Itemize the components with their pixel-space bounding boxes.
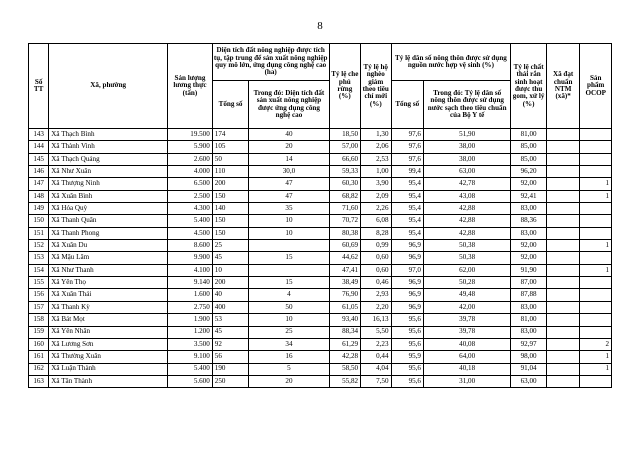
cell-ntm <box>546 129 580 141</box>
cell-agri-hightech: 15 <box>249 252 329 264</box>
cell-poverty-reduction: 2,09 <box>361 190 391 202</box>
cell-poverty-reduction: 6,08 <box>361 215 391 227</box>
cell-ntm <box>546 277 580 289</box>
cell-agri-hightech: 34 <box>249 338 329 350</box>
cell-waste: 87,00 <box>511 277 547 289</box>
cell-forest-cover: 68,82 <box>329 190 360 202</box>
cell-commune: Xã Yên Thọ <box>49 277 168 289</box>
cell-poverty-reduction: 7,50 <box>361 375 391 387</box>
cell-water-total: 95,4 <box>391 178 423 190</box>
table-row <box>29 203 612 215</box>
cell-agri-hightech: 10 <box>249 227 329 239</box>
cell-agri-hightech: 15 <box>249 277 329 289</box>
cell-agri-total: 150 <box>212 215 249 227</box>
cell-waste: 81,00 <box>511 314 547 326</box>
cell-agri-hightech: 10 <box>249 215 329 227</box>
cell-ocop: 1 <box>580 178 612 190</box>
cell-ocop: 1 <box>580 264 612 276</box>
cell-commune: Xã Lương Sơn <box>49 338 168 350</box>
table-row <box>29 166 612 178</box>
cell-commune: Xã Thành Vinh <box>49 141 168 153</box>
cell-stt: 158 <box>29 314 49 326</box>
cell-food-output: 2.750 <box>168 301 213 313</box>
header-stt: Số TT <box>29 44 49 129</box>
cell-commune: Xã Thạch Bình <box>49 129 168 141</box>
cell-commune: Xã Hóa Quỳ <box>49 203 168 215</box>
statistics-table <box>28 43 612 388</box>
cell-agri-total: 56 <box>212 351 249 363</box>
cell-poverty-reduction: 2,06 <box>361 141 391 153</box>
cell-forest-cover: 38,49 <box>329 277 360 289</box>
cell-agri-total: 45 <box>212 326 249 338</box>
cell-agri-hightech: 10 <box>249 314 329 326</box>
cell-water-clean: 39,78 <box>423 326 510 338</box>
cell-ntm <box>546 240 580 252</box>
cell-waste: 98,00 <box>511 351 547 363</box>
cell-agri-total: 400 <box>212 301 249 313</box>
cell-poverty-reduction: 2,20 <box>361 301 391 313</box>
cell-poverty-reduction: 8,28 <box>361 227 391 239</box>
cell-ntm <box>546 351 580 363</box>
table-row <box>29 351 612 363</box>
table-row <box>29 141 612 153</box>
cell-water-total: 95,4 <box>391 190 423 202</box>
cell-water-total: 96,9 <box>391 301 423 313</box>
cell-poverty-reduction: 4,04 <box>361 363 391 375</box>
cell-agri-hightech: 4 <box>249 289 329 301</box>
cell-agri-hightech: 16 <box>249 351 329 363</box>
cell-ntm <box>546 375 580 387</box>
cell-forest-cover: 60,69 <box>329 240 360 252</box>
table-row <box>29 240 612 252</box>
cell-poverty-reduction: 16,13 <box>361 314 391 326</box>
cell-forest-cover: 60,30 <box>329 178 360 190</box>
cell-ntm <box>546 289 580 301</box>
cell-water-total: 95,6 <box>391 375 423 387</box>
cell-ntm <box>546 314 580 326</box>
cell-waste: 83,00 <box>511 203 547 215</box>
cell-food-output: 4.300 <box>168 203 213 215</box>
cell-ocop <box>580 314 612 326</box>
cell-forest-cover: 57,00 <box>329 141 360 153</box>
cell-commune: Xã Yên Nhân <box>49 326 168 338</box>
cell-ocop <box>580 141 612 153</box>
cell-commune: Xã Thường Xuân <box>49 351 168 363</box>
header-water-group: Tỷ lệ dân số nông thôn được sử dụng nguồn nước hợp vệ sinh (%) <box>391 44 511 81</box>
cell-waste: 88,36 <box>511 215 547 227</box>
cell-water-clean: 43,08 <box>423 190 510 202</box>
cell-water-total: 97,6 <box>391 153 423 165</box>
cell-ocop <box>580 166 612 178</box>
cell-stt: 154 <box>29 264 49 276</box>
cell-stt: 163 <box>29 375 49 387</box>
cell-ocop <box>580 301 612 313</box>
cell-stt: 145 <box>29 153 49 165</box>
cell-water-clean: 38,00 <box>423 141 510 153</box>
cell-agri-total: 150 <box>212 227 249 239</box>
cell-stt: 155 <box>29 277 49 289</box>
cell-water-total: 95,4 <box>391 203 423 215</box>
cell-forest-cover: 42,28 <box>329 351 360 363</box>
cell-stt: 143 <box>29 129 49 141</box>
cell-agri-hightech: 30,0 <box>249 166 329 178</box>
cell-commune: Xã Xuân Bình <box>49 190 168 202</box>
cell-ntm <box>546 141 580 153</box>
header-commune: Xã, phường <box>49 44 168 129</box>
cell-poverty-reduction: 0,46 <box>361 277 391 289</box>
cell-water-clean: 42,00 <box>423 301 510 313</box>
cell-food-output: 8.600 <box>168 240 213 252</box>
table-row <box>29 314 612 326</box>
cell-water-total: 95,4 <box>391 227 423 239</box>
table-row <box>29 215 612 227</box>
cell-stt: 156 <box>29 289 49 301</box>
cell-agri-hightech <box>249 264 329 276</box>
cell-water-clean: 40,08 <box>423 338 510 350</box>
cell-agri-hightech <box>249 240 329 252</box>
cell-stt: 148 <box>29 190 49 202</box>
cell-water-clean: 50,38 <box>423 240 510 252</box>
cell-ocop <box>580 375 612 387</box>
cell-waste: 85,00 <box>511 141 547 153</box>
cell-water-clean: 42,88 <box>423 203 510 215</box>
cell-water-total: 97,0 <box>391 264 423 276</box>
cell-forest-cover: 88,34 <box>329 326 360 338</box>
cell-ntm <box>546 252 580 264</box>
table-row <box>29 252 612 264</box>
cell-ocop: 1 <box>580 190 612 202</box>
cell-commune: Xã Luận Thành <box>49 363 168 375</box>
table-row <box>29 264 612 276</box>
cell-agri-total: 110 <box>212 166 249 178</box>
cell-ntm <box>546 301 580 313</box>
cell-agri-total: 190 <box>212 363 249 375</box>
cell-stt: 147 <box>29 178 49 190</box>
cell-water-clean: 51,90 <box>423 129 510 141</box>
cell-waste: 91,90 <box>511 264 547 276</box>
cell-stt: 161 <box>29 351 49 363</box>
cell-water-total: 96,9 <box>391 240 423 252</box>
cell-forest-cover: 44,62 <box>329 252 360 264</box>
cell-stt: 146 <box>29 166 49 178</box>
table-row <box>29 178 612 190</box>
cell-commune: Xã Bát Mọt <box>49 314 168 326</box>
cell-ntm <box>546 203 580 215</box>
cell-ntm <box>546 227 580 239</box>
cell-waste: 87,88 <box>511 289 547 301</box>
cell-stt: 153 <box>29 252 49 264</box>
cell-food-output: 19.500 <box>168 129 213 141</box>
cell-poverty-reduction: 1,30 <box>361 129 391 141</box>
cell-ocop: 1 <box>580 240 612 252</box>
cell-food-output: 1.900 <box>168 314 213 326</box>
cell-waste: 92,00 <box>511 178 547 190</box>
cell-stt: 150 <box>29 215 49 227</box>
cell-water-clean: 42,78 <box>423 178 510 190</box>
cell-agri-hightech: 14 <box>249 153 329 165</box>
header-ntm: Xã đạt chuẩn NTM (xã)* <box>546 44 580 129</box>
cell-agri-total: 45 <box>212 252 249 264</box>
cell-forest-cover: 80,38 <box>329 227 360 239</box>
cell-stt: 144 <box>29 141 49 153</box>
cell-agri-total: 250 <box>212 375 249 387</box>
cell-water-clean: 31,00 <box>423 375 510 387</box>
cell-food-output: 9.900 <box>168 252 213 264</box>
cell-waste: 96,20 <box>511 166 547 178</box>
cell-ocop <box>580 215 612 227</box>
table-row <box>29 326 612 338</box>
cell-ocop <box>580 326 612 338</box>
cell-forest-cover: 59,33 <box>329 166 360 178</box>
header-poverty-reduction: Tỷ lệ hộ nghèo giảm theo tiêu chí mới (%) <box>361 44 391 129</box>
cell-ntm <box>546 153 580 165</box>
cell-agri-hightech: 5 <box>249 363 329 375</box>
cell-water-clean: 49,48 <box>423 289 510 301</box>
cell-forest-cover: 71,60 <box>329 203 360 215</box>
cell-water-total: 96,9 <box>391 277 423 289</box>
header-ocop: Sản phẩm OCOP <box>580 44 612 129</box>
cell-agri-total: 105 <box>212 141 249 153</box>
cell-food-output: 2.500 <box>168 190 213 202</box>
cell-ocop: 1 <box>580 351 612 363</box>
cell-waste: 63,00 <box>511 375 547 387</box>
cell-agri-total: 174 <box>212 129 249 141</box>
cell-ntm <box>546 190 580 202</box>
cell-agri-hightech: 25 <box>249 326 329 338</box>
cell-commune: Xã Mậu Lâm <box>49 252 168 264</box>
cell-agri-total: 150 <box>212 190 249 202</box>
cell-ocop <box>580 227 612 239</box>
cell-ocop <box>580 129 612 141</box>
cell-agri-hightech: 20 <box>249 375 329 387</box>
cell-forest-cover: 76,90 <box>329 289 360 301</box>
cell-food-output: 5.600 <box>168 375 213 387</box>
table-body <box>29 129 612 388</box>
cell-waste: 91,04 <box>511 363 547 375</box>
cell-poverty-reduction: 2,23 <box>361 338 391 350</box>
page-number: 8 <box>317 20 323 32</box>
cell-forest-cover: 61,29 <box>329 338 360 350</box>
cell-forest-cover: 47,41 <box>329 264 360 276</box>
cell-commune: Xã Xuân Thái <box>49 289 168 301</box>
cell-forest-cover: 58,50 <box>329 363 360 375</box>
cell-water-clean: 39,78 <box>423 314 510 326</box>
cell-waste: 81,00 <box>511 129 547 141</box>
cell-agri-hightech: 35 <box>249 203 329 215</box>
cell-waste: 92,97 <box>511 338 547 350</box>
cell-forest-cover: 66,60 <box>329 153 360 165</box>
cell-agri-hightech: 40 <box>249 129 329 141</box>
cell-food-output: 2.600 <box>168 153 213 165</box>
cell-poverty-reduction: 0,44 <box>361 351 391 363</box>
cell-food-output: 1.200 <box>168 326 213 338</box>
cell-agri-hightech: 47 <box>249 190 329 202</box>
cell-water-clean: 42,88 <box>423 215 510 227</box>
cell-stt: 159 <box>29 326 49 338</box>
cell-commune: Xã Thạch Quảng <box>49 153 168 165</box>
cell-water-clean: 62,00 <box>423 264 510 276</box>
cell-ntm <box>546 178 580 190</box>
cell-ntm <box>546 264 580 276</box>
cell-poverty-reduction: 3,90 <box>361 178 391 190</box>
table-row <box>29 363 612 375</box>
cell-ocop <box>580 203 612 215</box>
header-agri-hightech: Trong đó: Diện tích đất sản xuất nông nghiệp được ứng dụng công nghệ cao <box>249 81 329 129</box>
cell-stt: 162 <box>29 363 49 375</box>
table-row <box>29 375 612 387</box>
cell-waste: 83,00 <box>511 301 547 313</box>
cell-commune: Xã Thanh Quân <box>49 215 168 227</box>
cell-food-output: 6.500 <box>168 178 213 190</box>
cell-water-total: 96,9 <box>391 289 423 301</box>
header-water-total: Tổng số <box>391 81 423 129</box>
cell-agri-total: 200 <box>212 277 249 289</box>
cell-poverty-reduction: 0,99 <box>361 240 391 252</box>
cell-water-clean: 50,28 <box>423 277 510 289</box>
cell-ntm <box>546 363 580 375</box>
table-row <box>29 129 612 141</box>
cell-agri-total: 50 <box>212 153 249 165</box>
header-water-clean: Trong đó: Tỷ lệ dân số nông thôn được sử dụng nước sạch theo tiêu chuẩn của Bộ Y tế <box>423 81 510 129</box>
cell-water-clean: 63,00 <box>423 166 510 178</box>
cell-water-total: 95,6 <box>391 314 423 326</box>
cell-agri-hightech: 20 <box>249 141 329 153</box>
cell-water-clean: 38,00 <box>423 153 510 165</box>
cell-food-output: 5.400 <box>168 215 213 227</box>
cell-stt: 149 <box>29 203 49 215</box>
cell-forest-cover: 61,05 <box>329 301 360 313</box>
cell-ocop <box>580 277 612 289</box>
cell-food-output: 9.140 <box>168 277 213 289</box>
cell-commune: Xã Xuân Du <box>49 240 168 252</box>
cell-waste: 92,41 <box>511 190 547 202</box>
cell-forest-cover: 18,50 <box>329 129 360 141</box>
cell-food-output: 9.100 <box>168 351 213 363</box>
cell-agri-hightech: 47 <box>249 178 329 190</box>
cell-agri-total: 10 <box>212 264 249 276</box>
cell-food-output: 4.500 <box>168 227 213 239</box>
cell-stt: 160 <box>29 338 49 350</box>
cell-ocop: 1 <box>580 363 612 375</box>
cell-poverty-reduction: 2,53 <box>361 153 391 165</box>
cell-poverty-reduction: 0,60 <box>361 252 391 264</box>
cell-poverty-reduction: 2,93 <box>361 289 391 301</box>
table-row <box>29 190 612 202</box>
cell-ntm <box>546 338 580 350</box>
cell-water-clean: 42,88 <box>423 227 510 239</box>
cell-agri-total: 92 <box>212 338 249 350</box>
cell-agri-total: 53 <box>212 314 249 326</box>
cell-water-total: 95,4 <box>391 215 423 227</box>
cell-agri-total: 40 <box>212 289 249 301</box>
cell-poverty-reduction: 5,50 <box>361 326 391 338</box>
cell-food-output: 4.100 <box>168 264 213 276</box>
cell-food-output: 3.500 <box>168 338 213 350</box>
cell-ntm <box>546 166 580 178</box>
cell-commune: Xã Tân Thành <box>49 375 168 387</box>
cell-agri-total: 200 <box>212 178 249 190</box>
cell-ocop <box>580 153 612 165</box>
table-row <box>29 153 612 165</box>
cell-forest-cover: 93,40 <box>329 314 360 326</box>
table-row <box>29 277 612 289</box>
cell-food-output: 4.000 <box>168 166 213 178</box>
cell-water-total: 97,6 <box>391 129 423 141</box>
cell-water-total: 95,9 <box>391 351 423 363</box>
cell-stt: 152 <box>29 240 49 252</box>
cell-commune: Xã Thượng Ninh <box>49 178 168 190</box>
cell-water-total: 95,6 <box>391 338 423 350</box>
cell-ocop: 2 <box>580 338 612 350</box>
cell-food-output: 1.600 <box>168 289 213 301</box>
cell-food-output: 5.900 <box>168 141 213 153</box>
table-header <box>29 44 612 129</box>
cell-water-total: 96,9 <box>391 252 423 264</box>
cell-water-clean: 40,18 <box>423 363 510 375</box>
header-agri-area-group: Diện tích đất nông nghiệp được tích tụ, tập trung để sản xuất nông nghiệp quy mô lớn, ứng dụng công nghệ cao (ha) <box>212 44 329 81</box>
cell-water-total: 95,6 <box>391 326 423 338</box>
cell-commune: Xã Như Thanh <box>49 264 168 276</box>
cell-waste: 92,00 <box>511 252 547 264</box>
cell-forest-cover: 70,72 <box>329 215 360 227</box>
cell-stt: 151 <box>29 227 49 239</box>
cell-agri-total: 140 <box>212 203 249 215</box>
cell-agri-hightech: 50 <box>249 301 329 313</box>
cell-forest-cover: 55,82 <box>329 375 360 387</box>
cell-water-total: 97,6 <box>391 141 423 153</box>
table-row <box>29 227 612 239</box>
cell-ntm <box>546 215 580 227</box>
cell-agri-total: 25 <box>212 240 249 252</box>
cell-waste: 85,00 <box>511 153 547 165</box>
cell-poverty-reduction: 0,60 <box>361 264 391 276</box>
cell-ntm <box>546 326 580 338</box>
table-row <box>29 289 612 301</box>
cell-commune: Xã Như Xuân <box>49 166 168 178</box>
cell-waste: 83,00 <box>511 227 547 239</box>
table-row <box>29 301 612 313</box>
cell-stt: 157 <box>29 301 49 313</box>
cell-ocop <box>580 252 612 264</box>
header-waste: Tỷ lệ chất thải rắn sinh hoạt được thu gom, xử lý (%) <box>511 44 547 129</box>
header-forest-cover: Tỷ lệ che phủ rừng (%) <box>329 44 360 129</box>
cell-water-total: 99,4 <box>391 166 423 178</box>
cell-waste: 83,00 <box>511 326 547 338</box>
cell-waste: 92,00 <box>511 240 547 252</box>
cell-water-clean: 50,38 <box>423 252 510 264</box>
cell-ocop <box>580 289 612 301</box>
cell-water-total: 95,6 <box>391 363 423 375</box>
table-row <box>29 338 612 350</box>
header-food-output: Sản lượng lương thực (tấn) <box>168 44 213 129</box>
header-agri-total: Tổng số <box>212 81 249 129</box>
cell-poverty-reduction: 2,26 <box>361 203 391 215</box>
cell-poverty-reduction: 1,00 <box>361 166 391 178</box>
cell-water-clean: 64,00 <box>423 351 510 363</box>
cell-food-output: 5.400 <box>168 363 213 375</box>
cell-commune: Xã Thanh Phong <box>49 227 168 239</box>
cell-commune: Xã Thanh Kỳ <box>49 301 168 313</box>
